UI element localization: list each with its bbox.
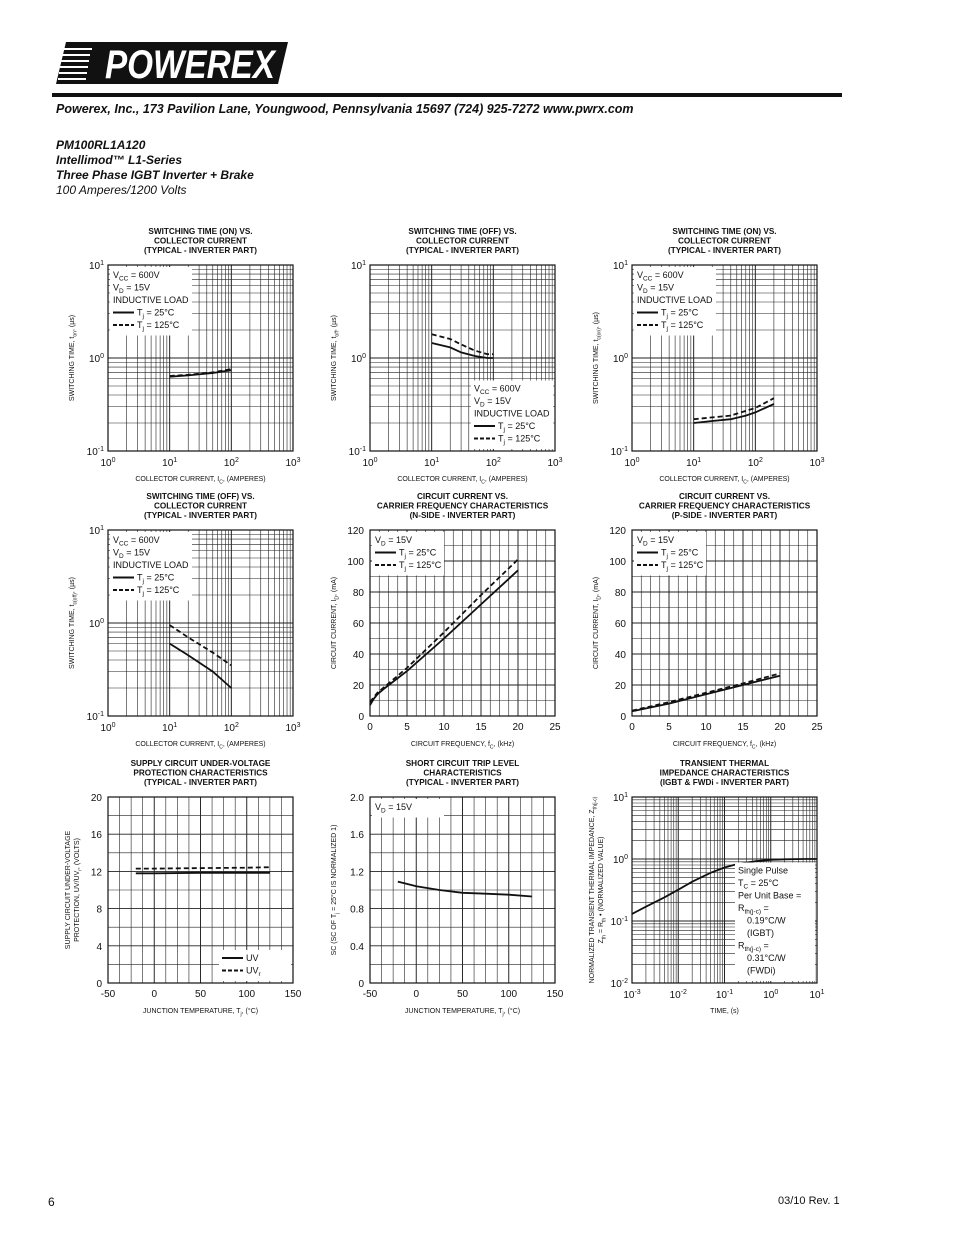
chart-circuit-current-p-side [584,491,834,756]
x-tick-label: $10^1$ [686,457,702,469]
legend-entry: $T_j = 125^\circ C$ [137,585,180,598]
chart-switching-time-off-1 [322,226,572,491]
y-tick-label: $10^{-2}$ [610,978,628,990]
chart-title-line: COLLECTOR CURRENT [677,236,772,246]
y-axis-label: SWITCHING TIME, $t_{c(off)}$, (µs) [69,577,79,669]
y-tick-label: 120 [609,526,626,537]
x-tick-label: 0 [413,989,420,1000]
x-tick-label: $10^0$ [362,457,378,469]
chart-title-line: (TYPICAL - INVERTER PART) [406,778,519,787]
x-tick-label: $10^{-3}$ [623,989,641,1001]
x-tick-label: $10^1$ [162,722,178,734]
y-tick-label: 60 [614,619,626,630]
legend-entry: $T_j = 125^\circ C$ [399,560,442,573]
x-tick-label: $10^{-2}$ [669,989,687,1001]
y-tick-label: $10^1$ [88,525,104,537]
x-tick-label: 150 [546,989,564,1000]
legend-entry: $V_D = 15V$ [637,282,674,295]
x-tick-label: 0 [629,722,635,733]
y-tick-label: 40 [352,650,364,661]
legend-entry: $T_j = 25^\circ C$ [137,572,175,585]
legend-entry: $T_j = 25^\circ C$ [399,547,437,560]
chart-title-line: CARRIER FREQUENCY CHARACTERISTICS [376,501,549,511]
product-rating: 100 Amperes/1200 Volts [56,183,187,197]
legend-entry: $V_D = 15V$ [113,547,150,560]
y-tick-label: 40 [614,650,626,661]
page-number: 6 [48,1195,55,1209]
y-tick-label: 20 [90,793,102,804]
legend-entry: $V_D = 15V$ [113,282,150,295]
chart-title-line: (TYPICAL - INVERTER PART) [406,246,519,255]
y-tick-label: 4 [96,941,102,953]
y-axis-label: SWITCHING TIME, $t_{c(on)}$, (µs) [593,312,603,404]
x-tick-label: 0 [151,989,158,1000]
y-tick-label: 0 [358,712,364,723]
legend-entry: $T_j = 125^\circ C$ [137,320,180,333]
series-line [398,882,532,897]
y-tick-label: 80 [352,588,364,599]
legend-entry: $T_j = 25^\circ C$ [137,307,175,320]
x-tick-label: 20 [512,722,524,733]
chart-title-line: SWITCHING TIME (OFF) VS. [408,227,517,236]
y-tick-label: $10^{-1}$ [86,711,104,723]
legend-entry: $V_{CC} = 600V$ [113,270,160,283]
y-tick-label: 80 [614,588,626,599]
y-tick-label: 8 [96,904,102,916]
x-tick-label: $10^1$ [424,457,440,469]
x-tick-label: 10 [700,722,712,733]
y-tick-label: $10^0$ [350,353,366,365]
legend-entry: (IGBT) [747,928,774,938]
legend-entry: $T_j = 125^\circ C$ [498,433,541,446]
legend-entry: $V_D = 15V$ [474,396,511,409]
legend-entry: $V_D = 15V$ [637,535,674,548]
chart-switching-time-on-1 [60,226,310,491]
chart-circuit-current-n-side [322,491,572,756]
y-tick-label: $10^0$ [612,854,628,866]
x-tick-label: 0 [367,722,373,733]
chart-title-line: SHORT CIRCUIT TRIP LEVEL [405,759,520,768]
legend-entry: INDUCTIVE LOAD [474,408,550,419]
legend-entry: $R_{th(j-c)}$ = [738,940,769,953]
chart-title-line: PROTECTION CHARACTERISTICS [133,768,268,778]
legend-entry: INDUCTIVE LOAD [113,295,189,305]
x-tick-label: 5 [666,722,672,733]
x-tick-label: $10^2$ [485,457,501,469]
chart-title-line: (P-SIDE - INVERTER PART) [671,511,778,520]
legend-entry: (FWDi) [747,965,776,976]
chart-transient-thermal-impedance [584,758,834,1023]
y-tick-label: $10^1$ [612,260,628,272]
x-axis-label: CIRCUIT FREQUENCY, $f_C$, (kHz) [410,741,515,751]
legend-entry: $R_{th(j-c)}$ = [738,903,769,916]
chart-title-line: SWITCHING TIME (OFF) VS. [146,492,255,501]
chart-title-line: COLLECTOR CURRENT [153,236,248,246]
x-tick-label: 50 [456,989,469,1000]
chart-title-line: CHARACTERISTICS [423,768,502,778]
company-address: Powerex, Inc., 173 Pavilion Lane, Youngwood, Pennsylvania 15697 (724) 925-7272 www.pwrx.com [56,102,634,116]
chart-title-line: (TYPICAL - INVERTER PART) [144,246,257,255]
y-tick-label: $10^0$ [88,618,104,630]
chart-title-line: (TYPICAL - INVERTER PART) [144,511,257,520]
y-tick-label: 60 [352,619,364,630]
y-tick-label: 120 [347,526,364,537]
y-axis-label: CIRCUIT CURRENT, $I_D$, (mA) [593,576,603,670]
chart-switching-time-on-2 [584,226,834,491]
x-tick-label: -50 [362,989,378,1000]
x-axis-label: COLLECTOR CURRENT, $I_C$, (AMPERES) [659,476,790,486]
svg-text:POWEREX: POWEREX [105,43,277,86]
x-tick-label: $10^0$ [624,457,640,469]
chart-switching-time-off-2 [60,491,310,756]
chart-title-line: SUPPLY CIRCUIT UNDER-VOLTAGE [130,759,271,768]
x-tick-label: $10^3$ [809,457,825,469]
x-tick-label: -50 [100,989,116,1000]
y-axis-label: CIRCUIT CURRENT, $I_D$, (mA) [331,576,341,670]
y-tick-label: $10^1$ [350,260,366,272]
series-line [136,873,270,874]
x-tick-label: $10^3$ [285,722,301,734]
chart-title-line: (TYPICAL - INVERTER PART) [144,778,257,787]
x-axis-label: JUNCTION TEMPERATURE, $T_j$, (°C) [142,1008,259,1018]
x-tick-label: 20 [774,722,786,733]
chart-title-line: (N-SIDE - INVERTER PART) [409,511,516,520]
x-axis-label: JUNCTION TEMPERATURE, $T_j$, (°C) [404,1008,521,1018]
y-tick-label: $10^1$ [612,792,628,804]
legend-entry: $V_{CC} = 600V$ [474,383,521,396]
legend-entry: $V_D = 15V$ [375,535,412,548]
y-axis-label: SWITCHING TIME, $t_{on}$, (µs) [69,314,79,402]
legend-entry: $T_j = 25^\circ C$ [661,307,699,320]
chart-title-line: COLLECTOR CURRENT [153,501,248,511]
x-tick-label: $10^1$ [809,989,825,1001]
x-tick-label: 50 [194,989,207,1000]
y-tick-label: 0 [620,712,626,723]
x-tick-label: $10^{-1}$ [715,989,734,1001]
y-tick-label: 20 [352,681,364,692]
chart-title-line: (IGBT & FWDi - INVERTER PART) [659,778,790,787]
product-series: Intellimod™ L1-Series [56,153,183,167]
chart-title-line: (TYPICAL - INVERTER PART) [668,246,781,255]
y-tick-label: 1.6 [350,830,364,842]
y-axis-label: NORMALIZED TRANSIENT THERMAL IMPEDANCE, $Z_{th(j-c)}$ [589,796,599,984]
x-tick-label: $10^1$ [162,457,178,469]
x-axis-label: COLLECTOR CURRENT, $I_C$, (AMPERES) [397,476,528,486]
legend-entry: INDUCTIVE LOAD [113,560,189,570]
x-tick-label: 25 [811,722,823,733]
header-rule [52,93,842,97]
x-axis-label: COLLECTOR CURRENT, $I_C$, (AMPERES) [135,476,266,486]
y-axis-label: PROTECTION, $UV/UV_r$, (VOLTS) [74,838,84,942]
y-tick-label: $10^{-1}$ [86,446,104,458]
legend-entry: $T_j = 25^\circ C$ [661,547,699,560]
y-tick-label: 0 [358,979,364,990]
series-line [136,867,270,868]
chart-short-circuit-trip-level [322,758,572,1023]
y-tick-label: 0 [96,979,102,990]
legend-entry: $V_{CC} = 600V$ [113,535,160,548]
x-tick-label: 100 [500,989,518,1000]
legend-entry: 0.31°C/W [747,953,786,963]
x-tick-label: 5 [404,722,410,733]
x-axis-label: TIME, (s) [710,1008,739,1015]
y-tick-label: $10^1$ [88,260,104,272]
chart-title-line: SWITCHING TIME (ON) VS. [672,227,777,236]
x-tick-label: 150 [284,989,302,1000]
x-tick-label: $10^3$ [547,457,563,469]
legend-entry: $V_D = 15V$ [375,802,412,815]
y-tick-label: 12 [90,867,102,879]
y-tick-label: 100 [609,557,626,568]
x-axis-label: COLLECTOR CURRENT, $I_C$, (AMPERES) [135,741,266,751]
legend-entry: UV [246,953,259,963]
y-tick-label: 16 [90,830,102,842]
chart-title-line: TRANSIENT THERMAL [679,759,770,768]
legend-entry: Per Unit Base = [738,890,802,901]
y-tick-label: $10^{-1}$ [610,446,628,458]
y-tick-label: $10^0$ [88,353,104,365]
y-axis-label: SUPPLY CIRCUIT UNDER-VOLTAGE [65,830,72,950]
legend-entry: $T_C = 25^\circ C$ [738,878,779,891]
legend-entry: $T_j = 25^\circ C$ [498,421,536,434]
part-number: PM100RL1A120 [56,138,146,152]
chart-title-line: CIRCUIT CURRENT VS. [417,492,508,501]
x-tick-label: $10^2$ [747,457,763,469]
legend-entry: $UV_r$ [246,965,261,978]
x-tick-label: $10^2$ [223,722,239,734]
chart-title-line: SWITCHING TIME (ON) VS. [148,227,253,236]
x-tick-label: $10^0$ [100,722,116,734]
y-axis-label: $Z_{th} = R_{th}$ • (NORMALIZED VALUE) [598,836,608,944]
revision-date: 03/10 Rev. 1 [778,1195,840,1207]
y-tick-label: $10^{-1}$ [348,446,366,458]
legend-entry: $T_j = 125^\circ C$ [661,320,704,333]
chart-title-line: COLLECTOR CURRENT [415,236,510,246]
chart-title-line: IMPEDANCE CHARACTERISTICS [659,768,790,778]
x-tick-label: $10^0$ [763,989,779,1001]
legend-entry: $T_j = 125^\circ C$ [661,560,704,573]
y-axis-label: SC (SC OF $T_j = 25^\circ C$ IS NORMALIZED 1) [331,824,341,956]
legend-entry: Single Pulse [738,865,789,876]
x-tick-label: 10 [438,722,450,733]
x-tick-label: $10^3$ [285,457,301,469]
chart-under-voltage-protection [60,758,310,1023]
y-axis-label: SWITCHING TIME, $t_{off}$, (µs) [331,314,341,402]
y-tick-label: 20 [614,681,626,692]
chart-title-line: CIRCUIT CURRENT VS. [679,492,770,501]
chart-grid [370,797,555,983]
y-tick-label: 0.8 [350,904,364,916]
x-tick-label: 15 [475,722,487,733]
legend-entry: $V_{CC} = 600V$ [637,270,684,283]
legend-entry: INDUCTIVE LOAD [637,295,713,305]
chart-title-line: CARRIER FREQUENCY CHARACTERISTICS [638,501,811,511]
x-tick-label: 100 [238,989,256,1000]
product-description: Three Phase IGBT Inverter + Brake [56,168,254,182]
x-tick-label: $10^2$ [223,457,239,469]
x-tick-label: 15 [737,722,749,733]
y-tick-label: $10^{-1}$ [610,916,628,928]
x-tick-label: $10^0$ [100,457,116,469]
powerex-logo [52,40,292,86]
x-tick-label: 25 [549,722,561,733]
legend-entry: 0.19°C/W [747,915,786,926]
y-tick-label: $10^0$ [612,353,628,365]
y-tick-label: 1.2 [350,867,364,879]
x-axis-label: CIRCUIT FREQUENCY, $f_C$, (kHz) [672,741,777,751]
y-tick-label: 0.4 [350,941,364,953]
y-tick-label: 100 [347,557,364,568]
y-tick-label: 2.0 [350,793,364,804]
